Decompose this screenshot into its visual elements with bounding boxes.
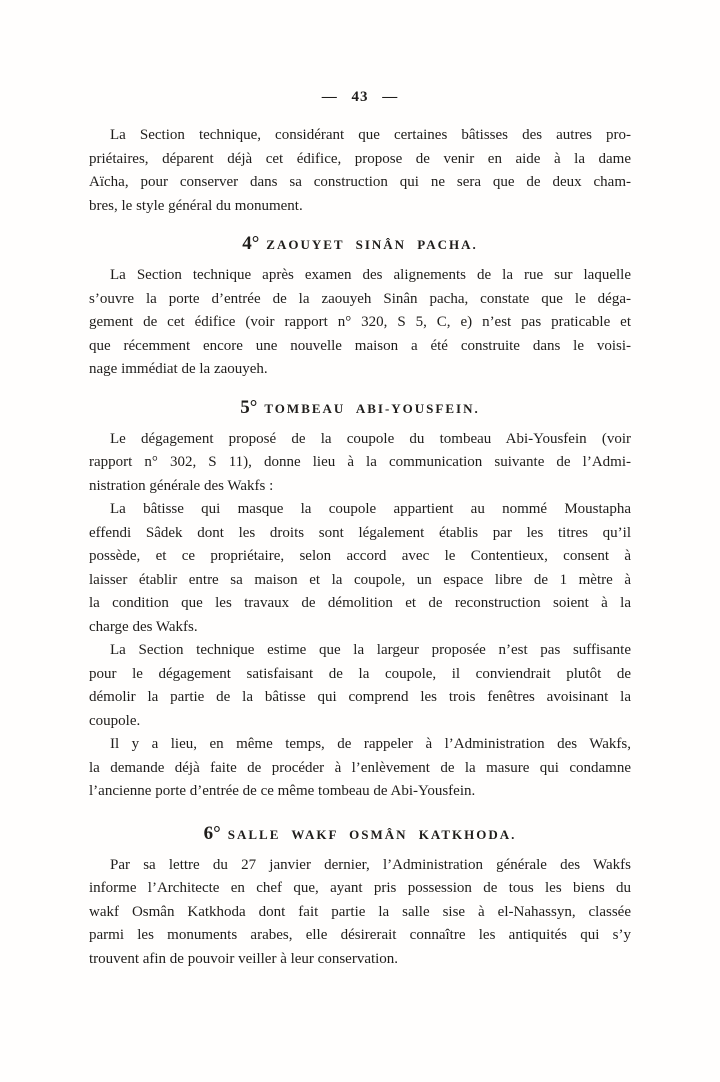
- paragraph-lettre-27-janvier: [89, 854, 631, 972]
- section-title: ZAOUYET SINÂN PACHA.: [266, 237, 478, 252]
- text-column: [89, 0, 631, 971]
- text-line: pour le dégagement satisfaisant de la coupole, il conviendrait plutôt de: [89, 665, 631, 682]
- text-line: La Section technique estime que la largeur proposée n’est pas suffisante: [110, 642, 631, 658]
- text-line: La Section technique après examen des alignements de la rue sur laquelle: [110, 267, 631, 283]
- text-line: laisser établir entre sa maison et la coupole, un espace libre de 1 mètre à: [89, 571, 631, 588]
- paragraph-zaouyet-sinan-pacha: [89, 264, 631, 382]
- text-line: gement de cet édifice (voir rapport n° 320, S 5, C, e) n’est pas praticable et: [89, 314, 631, 330]
- section-heading-5-tombeau-abi-yousfein: [89, 396, 631, 421]
- page-number: — 43 —: [321, 89, 399, 105]
- paragraph-rappel-administration-wakfs: [89, 733, 631, 804]
- paragraph-degagement-coupole: [89, 428, 631, 499]
- text-line: bres, le style général du monument.: [89, 197, 303, 214]
- text-line: s’ouvre la porte d’entrée de la zaouyeh Sinân pacha, constate que le déga-: [89, 290, 631, 307]
- paragraph-batisse-moustapha-sadek: [89, 498, 631, 639]
- text-line: possède, et ce propriétaire, selon accord avec le Contentieux, consent à: [89, 548, 631, 564]
- text-line: informe l’Architecte en chef que, ayant pris possession de tous les biens du: [89, 880, 631, 896]
- section-heading-4-zaouyet-sinan-pacha: [89, 232, 631, 257]
- section-heading-6-salle-wakf-osman-katkhoda: [89, 822, 631, 847]
- text-line: Le dégagement proposé de la coupole du tombeau Abi-Yousfein (voir: [110, 430, 631, 447]
- text-line: La bâtisse qui masque la coupole appartient au nommé Moustapha: [110, 501, 631, 517]
- text-line: rapport n° 302, S 11), donne lieu à la communication suivante de l’Admi-: [89, 454, 631, 470]
- text-line: nage immédiat de la zaouyeh.: [89, 361, 268, 377]
- section-title: SALLE WAKF OSMÂN KATKHODA.: [227, 826, 517, 842]
- section-title: TOMBEAU ABI-YOUSFEIN.: [264, 400, 480, 416]
- text-line: la condition que les travaux de démolition et de reconstruction soient à la: [89, 595, 631, 611]
- text-line: l’ancienne porte d’entrée de ce même tombeau de Abi-Yousfein.: [89, 783, 476, 799]
- text-line: nistration générale des Wakfs :: [89, 477, 274, 494]
- text-line: la demande déjà faite de procéder à l’enlèvement de la masure qui condamne: [89, 759, 631, 776]
- paragraph-section-technique-estime: [89, 639, 631, 733]
- text-line: Par sa lettre du 27 janvier dernier, l’Administration générale des Wakfs: [110, 856, 631, 873]
- text-line: démolir la partie de la bâtisse qui comprend les trois fenêtres avoisinant la: [89, 689, 631, 705]
- text-line: Aïcha, pour conserver dans sa construction qui ne sera que de deux cham-: [89, 174, 631, 190]
- text-line: effendi Sâdek dont les droits sont légalement établis par les titres qu’il: [89, 524, 631, 541]
- text-line: Il y a lieu, en même temps, de rappeler à l’Administration des Wakfs,: [110, 736, 631, 752]
- section-number: 4°: [242, 233, 260, 254]
- text-line: coupole.: [89, 712, 141, 729]
- text-line: parmi les monuments arabes, elle désirerait connaître les antiquités qui s’y: [89, 927, 631, 943]
- text-line: La Section technique, considérant que certaines bâtisses des autres pro-: [110, 127, 631, 143]
- section-number: 5°: [240, 396, 258, 418]
- section-number: 6°: [203, 822, 221, 844]
- paragraph-intro-aicha: [89, 124, 631, 218]
- text-line: charge des Wakfs.: [89, 618, 198, 635]
- text-line: priétaires, déparent déjà cet édifice, propose de venir en aide à la dame: [89, 150, 631, 167]
- text-line: que récemment encore une nouvelle maison a été construite dans le voisi-: [89, 337, 631, 354]
- text-line: wakf Osmân Katkhoda dont fait partie la salle sise à el-Nahassyn, classée: [89, 903, 631, 920]
- text-line: trouvent afin de pouvoir veiller à leur conservation.: [89, 950, 399, 967]
